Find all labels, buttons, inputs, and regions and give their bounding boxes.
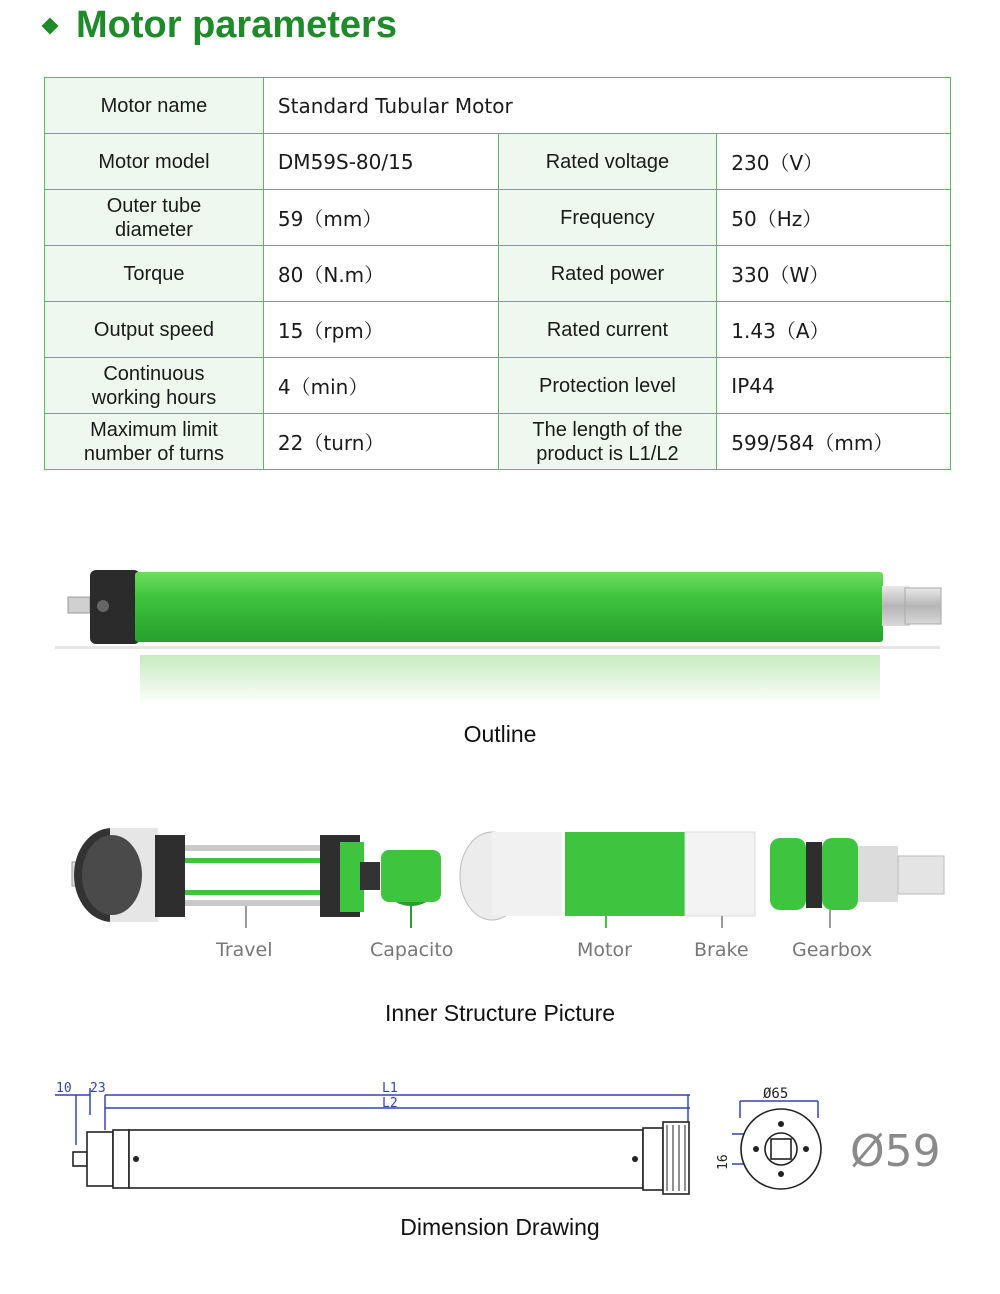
dim-l2: L2: [382, 1096, 398, 1111]
motor-name-value: Standard Tubular Motor: [263, 78, 950, 134]
row-value: 80（N.m）: [263, 246, 498, 302]
table-row: [45, 78, 951, 134]
part-label-brake: Brake: [694, 939, 749, 961]
row-label: Continuous working hours: [45, 358, 264, 414]
part-label-gearbox: Gearbox: [792, 939, 873, 961]
dim-16: 16: [716, 1154, 731, 1170]
part-label-capacitor: Capacito: [370, 939, 454, 961]
outline-motor-illustration: [0, 540, 1000, 720]
row-label: The length of the product is L1/L2: [498, 414, 717, 470]
page-title-text: Motor parameters: [76, 4, 397, 46]
row-value: 22（turn）: [263, 414, 498, 470]
dim-phi59: Ø59: [850, 1126, 941, 1177]
table-row: [45, 302, 951, 358]
row-label: Rated current: [498, 302, 717, 358]
part-label-travel: Travel: [216, 939, 273, 961]
row-value: 4（min）: [263, 358, 498, 414]
dim-l1: L1: [382, 1081, 398, 1096]
dimension-drawing: [0, 1070, 1000, 1210]
page-title: [44, 4, 397, 47]
dim-10: 10: [56, 1081, 72, 1096]
row-label: Protection level: [498, 358, 717, 414]
row-label: Frequency: [498, 190, 717, 246]
row-value: 230（V）: [717, 134, 951, 190]
inner-structure-caption: Inner Structure Picture: [384, 1000, 616, 1026]
inner-structure-illustration: [0, 820, 1000, 940]
row-value: 330（W）: [717, 246, 951, 302]
row-label: Output speed: [45, 302, 264, 358]
diamond-bullet-icon: [42, 17, 59, 34]
row-value: IP44: [717, 358, 951, 414]
dim-phi65: Ø65: [763, 1086, 789, 1102]
table-row: [45, 246, 951, 302]
row-label: Outer tube diameter: [45, 190, 264, 246]
row-label: Rated power: [498, 246, 717, 302]
row-value: DM59S-80/15: [263, 134, 498, 190]
part-label-motor: Motor: [577, 939, 632, 961]
outline-caption: Outline: [463, 721, 537, 747]
row-value: 599/584（mm）: [717, 414, 951, 470]
table-row: [45, 358, 951, 414]
table-row: [45, 134, 951, 190]
row-value: 15（rpm）: [263, 302, 498, 358]
row-label: Maximum limit number of turns: [45, 414, 264, 470]
row-value: 1.43（A）: [717, 302, 951, 358]
motor-name-label: Motor name: [45, 78, 264, 134]
table-row: [45, 190, 951, 246]
row-value: 50（Hz）: [717, 190, 951, 246]
parameters-table: [44, 77, 951, 470]
row-label: Rated voltage: [498, 134, 717, 190]
table-row: [45, 414, 951, 470]
dim-23: 23: [90, 1081, 106, 1096]
row-label: Torque: [45, 246, 264, 302]
dimension-caption: Dimension Drawing: [400, 1214, 600, 1240]
row-label: Motor model: [45, 134, 264, 190]
row-value: 59（mm）: [263, 190, 498, 246]
